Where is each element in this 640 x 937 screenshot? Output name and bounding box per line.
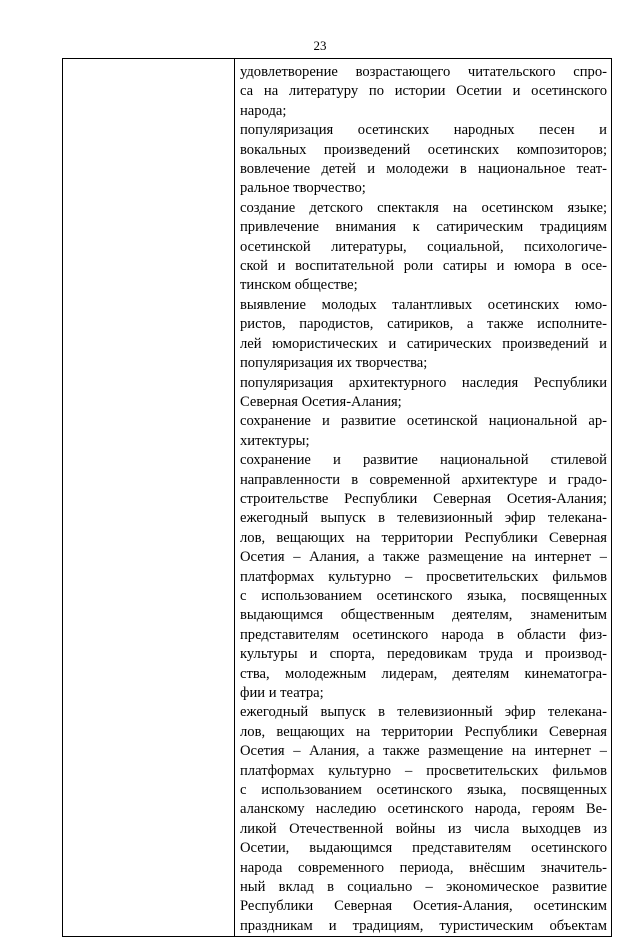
text-line: Осетия – Алания, а также размещение на интернет – [240,743,607,760]
text-line: с использованием осетинского языка, посвященных [240,782,607,799]
text-line: привлечение внимания к сатирическим традициям [240,219,607,236]
text-line: представителям осетинского народа в области физ- [240,626,607,643]
text-line: народа современного периода, внёсшим значитель- [240,859,607,876]
text-line: лов, вещающих на территории Республики Северная [240,723,607,740]
text-line: вокальных произведений осетинских композиторов; [240,141,607,158]
text-line: аланскому наследию осетинского народа, героям Ве- [240,801,607,818]
text-line: направленности в современной архитектуре и градо- [240,471,607,488]
text-line: вовлечение детей и молодежи в национальное теат- [240,161,607,178]
text-line: ристов, пародистов, сатириков, а также исполните- [240,316,607,333]
text-line: сохранение и развитие национальной стилевой [240,452,607,469]
text-line: ральное творчество; [240,180,366,197]
document-table [62,58,612,937]
text-line: строительстве Республики Северная Осетия-Алания; [240,490,607,507]
text-line: создание детского спектакля на осетинском языке; [240,199,607,216]
text-line: ный вклад в социально – экономическое развитие [240,879,607,896]
empty-left-cell [63,59,235,937]
text-line: Осетии, выдающимся представителям осетинского [240,840,607,857]
text-line: культуры и спорта, передовикам труда и производ- [240,646,607,663]
text-line: хитектуры; [240,432,310,449]
text-line: с использованием осетинского языка, посвященных [240,587,607,604]
text-line: народа; [240,102,287,119]
page-number: 23 [313,38,327,53]
text-line: лей юмористических и сатирических произведений и [240,335,607,352]
text-line: платформах культурно – просветительских фильмов [240,762,607,779]
text-line: тинском обществе; [240,277,358,294]
text-line: выдающимся общественным деятелям, знаменитым [240,607,607,624]
text-line: праздникам и традициям, туристическим объектам [240,917,607,934]
text-line: осетинской литературы, социальной, психологиче- [240,238,607,255]
text-line: ежегодный выпуск в телевизионный эфир телекана- [240,510,607,527]
text-line: ликой Отечественной войны из числа выходцев из [240,820,607,837]
text-line: фии и театра; [240,685,324,701]
text-line: сохранение и развитие осетинской национальной ар- [240,413,607,430]
text-line: популяризация осетинских народных песен и [240,122,607,139]
text-line: Северная Осетия-Алания; [240,393,402,410]
text-line: выявление молодых талантливых осетинских юмо- [240,296,607,313]
text-line: са на литературу по истории Осетии и осетинского [240,83,607,100]
text-line: удовлетворение возрастающего читательского спро- [240,64,607,80]
text-line: популяризация архитектурного наследия Республики [240,374,607,391]
table-row [63,59,612,937]
text-cell [235,59,612,937]
text-line: Республики Северная Осетия-Алания, осетинским [240,898,607,915]
text-line: платформах культурно – просветительских фильмов [240,568,607,585]
text-line: популяризация их творчества; [240,355,428,372]
text-line: ства, молодежным лидерам, деятелям кинематогра- [240,665,607,682]
text-line: ежегодный выпуск в телевизионный эфир телекана- [240,704,607,721]
text-line: ской и воспитательной роли сатиры и юмора в осе- [240,258,607,275]
text-line: лов, вещающих на территории Республики Северная [240,529,607,546]
text-line: Осетия – Алания, а также размещение на интернет – [240,549,607,566]
